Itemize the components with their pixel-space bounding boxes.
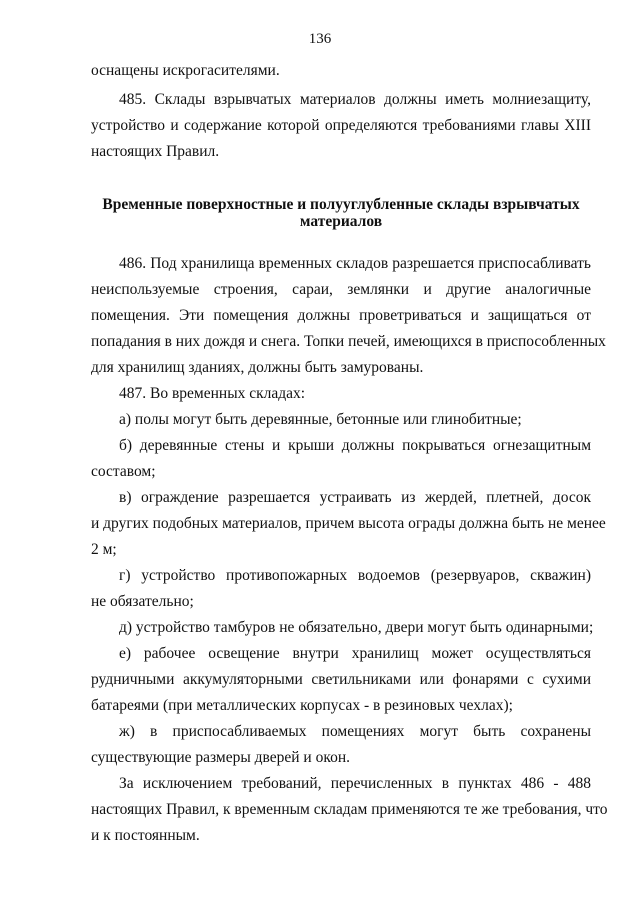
closing-paragraph-line-1: За исключением требований, перечисленных в пунктах 486 - 488	[119, 775, 591, 792]
text-line: настоящих Правил, к временным складам применяются те же требования, что	[91, 801, 608, 818]
paragraph-486-line-1: 486. Под хранилища временных складов разрешается приспосабливать	[119, 255, 591, 272]
list-item-b: б) деревянные стены и крыши должны покрываться огнезащитным	[119, 437, 591, 454]
list-item-v: в) ограждение разрешается устраивать из жердей, плетней, досок	[119, 489, 591, 506]
section-heading-line-2: материалов	[299, 213, 383, 230]
text-line: неиспользуемые строения, сараи, землянки и другие аналогичные	[91, 281, 591, 298]
text-line: и к постоянным.	[91, 827, 200, 844]
text-line: попадания в них дождя и снега. Топки печей, имеющихся в приспособленных	[91, 333, 606, 350]
section-heading-line-1: Временные поверхностные и полууглубленные склады взрывчатых	[102, 196, 580, 213]
text-line: настоящих Правил.	[91, 143, 220, 160]
text-line: составом;	[91, 463, 156, 480]
paragraph-487-intro: 487. Во временных складах:	[119, 385, 306, 402]
text-line: помещения. Эти помещения должны проветриваться и защищаться от	[91, 307, 591, 324]
text-line: не обязательно;	[91, 593, 194, 610]
text-line: 2 м;	[91, 541, 117, 558]
list-item-d: д) устройство тамбуров не обязательно, двери могут быть одинарными;	[119, 619, 594, 636]
list-item-g: г) устройство противопожарных водоемов (резервуаров, скважин)	[119, 567, 591, 584]
text-line: рудничными аккумуляторными светильниками или фонарями с сухими	[91, 671, 591, 688]
text-line: существующие размеры дверей и окон.	[91, 749, 351, 766]
paragraph-485-line-1: 485. Склады взрывчатых материалов должны иметь молниезащиту,	[119, 91, 591, 108]
text-line: для хранилищ зданиях, должны быть замурованы.	[91, 359, 424, 376]
list-item-zh: ж) в приспосабливаемых помещениях могут быть сохранены	[119, 723, 591, 740]
text-line: и других подобных материалов, причем высота ограды должна быть не менее	[91, 515, 606, 532]
text-line: оснащены искрогасителями.	[91, 62, 280, 79]
text-line: устройство и содержание которой определяются требованиями главы XIII	[91, 117, 591, 134]
list-item-a: а) полы могут быть деревянные, бетонные или глинобитные;	[119, 411, 522, 428]
text-line: батареями (при металлических корпусах - в резиновых чехлах);	[91, 697, 513, 714]
list-item-e: е) рабочее освещение внутри хранилищ может осуществляться	[119, 645, 591, 662]
page-number: 136	[308, 31, 332, 47]
